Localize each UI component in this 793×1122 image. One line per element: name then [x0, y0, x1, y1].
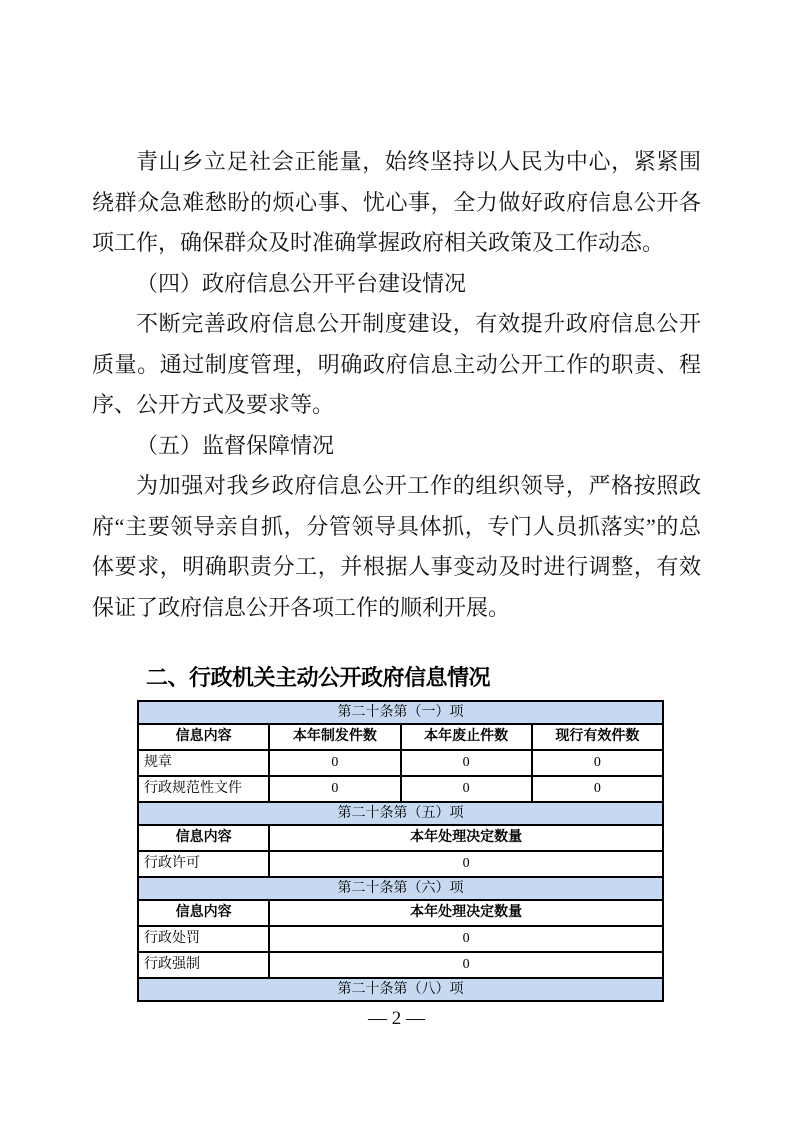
table-section-band [138, 701, 663, 724]
subsection-heading-5: （五）监督保障情况 [136, 432, 335, 458]
table-value-cell: 0 [532, 750, 663, 776]
table-value-cell: 0 [401, 750, 532, 776]
table-section-title: 第二十条第（五）项 [138, 802, 663, 825]
table-row-label: 行政许可 [138, 851, 269, 877]
table-row [138, 952, 663, 978]
table-row [138, 776, 663, 802]
table-header-cell: 信息内容 [138, 900, 269, 926]
table-value-cell: 0 [401, 776, 532, 802]
table-value-cell: 0 [532, 776, 663, 802]
table-header-row [138, 825, 663, 851]
table-row [138, 750, 663, 776]
paragraph: 为加强对我乡政府信息公开工作的组织领导，严格按照政府“主要领导亲自抓，分管领导具体抓，专门人员抓落实”的总体要求，明确职责分工，并根据人事变动及时进行调整，有效保证了政府信息公开各项工作的顺利开展。 [92, 473, 701, 620]
table-row-label: 规章 [138, 750, 269, 776]
document-body [92, 142, 701, 1002]
table-row [138, 926, 663, 952]
table-section-title: 第二十条第（一）项 [138, 701, 663, 724]
table-header-cell: 本年处理决定数量 [269, 900, 663, 926]
table-section-band [138, 802, 663, 825]
paragraph: 青山乡立足社会正能量，始终坚持以人民为中心，紧紧围绕群众急难愁盼的烦心事、忧心事，全力做好政府信息公开各项工作，确保群众及时准确掌握政府相关政策及工作动态。 [92, 149, 701, 255]
table-header-cell: 本年处理决定数量 [269, 825, 663, 851]
paragraph: 不断完善政府信息公开制度建设，有效提升政府信息公开质量。通过制度管理，明确政府信息主动公开工作的职责、程序、公开方式及要求等。 [92, 311, 701, 417]
table-section-band [138, 877, 663, 900]
table-header-cell: 信息内容 [138, 724, 269, 750]
table-header-row [138, 900, 663, 926]
table-header-cell: 现行有效件数 [532, 724, 663, 750]
table-header-cell: 本年制发件数 [269, 724, 400, 750]
subsection-heading-4: （四）政府信息公开平台建设情况 [136, 270, 467, 296]
table-header-cell: 信息内容 [138, 825, 269, 851]
table-value-cell: 0 [269, 926, 663, 952]
table-section-title: 第二十条第（六）项 [138, 877, 663, 900]
table-section-title: 第二十条第（八）项 [138, 978, 663, 1001]
disclosure-table [137, 700, 664, 1002]
table-header-cell: 本年废止件数 [401, 724, 532, 750]
table-value-cell: 0 [269, 776, 400, 802]
table-header-row [138, 724, 663, 750]
table-row-label: 行政强制 [138, 952, 269, 978]
table-row [138, 851, 663, 877]
section-heading: 二、行政机关主动公开政府信息情况 [146, 665, 491, 690]
table-row-label: 行政处罚 [138, 926, 269, 952]
table-value-cell: 0 [269, 851, 663, 877]
table-row-label: 行政规范性文件 [138, 776, 269, 802]
page-number: — 2 — [368, 1008, 425, 1029]
table-value-cell: 0 [269, 952, 663, 978]
table-section-band [138, 978, 663, 1001]
table-value-cell: 0 [269, 750, 400, 776]
